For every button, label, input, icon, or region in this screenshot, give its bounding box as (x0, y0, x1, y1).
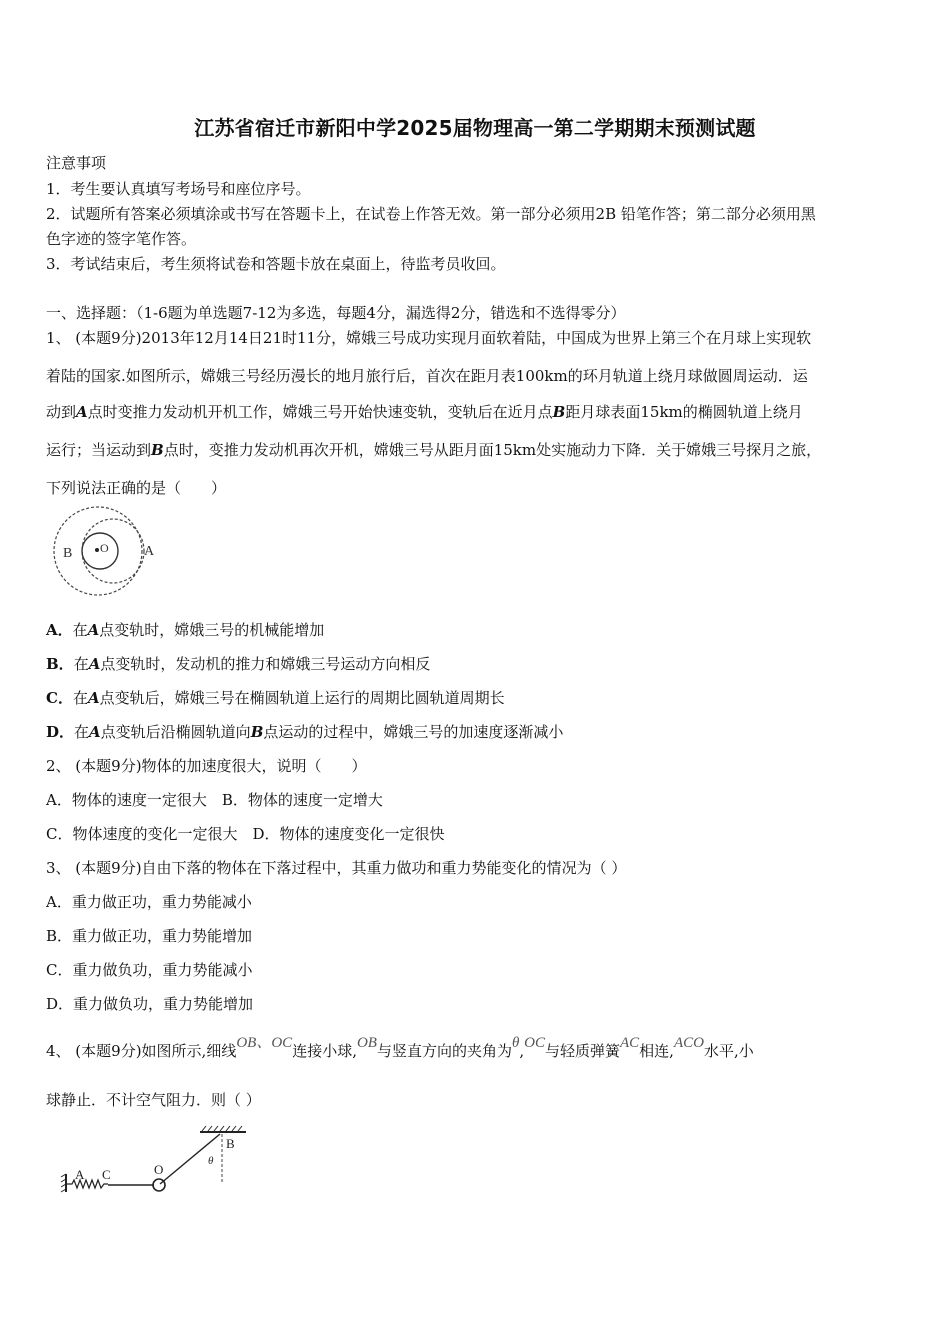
notice-heading: 注意事项 (46, 154, 107, 172)
notice-item-3: 3．考试结束后，考生须将试卷和答题卡放在桌面上，待监考员收回。 (46, 255, 506, 273)
q3-option-c: C．重力做负功，重力势能减小 (46, 961, 253, 979)
label-A: A (75, 1167, 85, 1182)
q4-stem: 4、 (本题9分)如图所示,细线OB、OC连接小球,OB与竖直方向的夹角为θ,OC与轻质弹簧AC相连,ACO水平,小 (46, 1035, 754, 1060)
notice-item-1: 1．考生要认真填写考场号和座位序号。 (46, 180, 311, 198)
q3-option-d: D．重力做负功，重力势能增加 (46, 995, 254, 1013)
q1-option-c: C．在A点变轨后，嫦娥三号在椭圆轨道上运行的周期比圆轨道周期长 (46, 689, 505, 707)
spring-figure (58, 1122, 258, 1202)
exam-title: 江苏省宿迁市新阳中学2025届物理高一第二学期期末预测试题 (194, 116, 756, 140)
ball (153, 1179, 165, 1191)
q4-stem-cont: 球静止．不计空气阻力．则（ ） (46, 1091, 261, 1109)
orbit-figure (48, 505, 163, 600)
center-dot (95, 548, 99, 552)
q2-stem: 2、 (本题9分)物体的加速度很大，说明（ ） (46, 757, 367, 775)
q1-line-4: 运行；当运动到B点时，变推力发动机再次开机，嫦娥三号从距月面15km处实施动力下降．关于嫦娥三号探月之旅， (46, 441, 822, 459)
q1-line-5: 下列说法正确的是（ ） (46, 479, 227, 497)
label-B: B (226, 1136, 235, 1151)
q3-option-b: B．重力做正功，重力势能增加 (46, 927, 253, 945)
q1-line-2: 着陆的国家.如图所示，嫦娥三号经历漫长的地月旅行后，首次在距月表100km的环月轨道上绕月球做圆周运动．运 (46, 367, 808, 385)
q3-option-a: A．重力做正功，重力势能减小 (46, 893, 252, 911)
q2-options-row-2: C．物体速度的变化一定很大 D．物体的速度变化一定很快 (46, 825, 445, 843)
label-A: A (144, 544, 155, 559)
q2-options-row-1: A．物体的速度一定很大 B．物体的速度一定增大 (46, 791, 383, 809)
notice-item-2-cont: 色字迹的签字笔作答。 (46, 230, 197, 248)
q3-stem: 3、 (本题9分)自由下落的物体在下落过程中，其重力做功和重力势能变化的情况为（ ） (46, 859, 627, 877)
label-O: O (100, 541, 109, 555)
q1-line-1: 1、 (本题9分)2013年12月14日21时11分，嫦娥三号成功实现月面软着陆，中国成为世界上第三个在月球上实现软 (46, 329, 812, 347)
q1-line-3: 动到A点时变推力发动机开机工作，嫦娥三号开始快速变轨，变轨后在近月点B距月球表面15km的椭圆轨道上绕月 (46, 403, 803, 421)
label-B: B (63, 546, 73, 561)
q1-option-d: D．在A点变轨后沿椭圆轨道向B点运动的过程中，嫦娥三号的加速度逐渐减小 (46, 723, 564, 741)
q1-option-a: A．在A点变轨时，嫦娥三号的机械能增加 (46, 621, 325, 639)
label-O: O (154, 1162, 164, 1177)
q1-option-b: B．在A点变轨时，发动机的推力和嫦娥三号运动方向相反 (46, 655, 431, 673)
label-C: C (102, 1167, 111, 1182)
section-heading: 一、选择题：（1-6题为单选题7-12为多选，每题4分，漏选得2分，错选和不选得零分） (46, 304, 626, 322)
notice-item-2: 2．试题所有答案必须填涂或书写在答题卡上，在试卷上作答无效。第一部分必须用2B 铅笔作答；第二部分必须用黑 (46, 205, 816, 223)
elliptic-orbit (82, 519, 144, 583)
label-theta: θ (208, 1155, 214, 1167)
